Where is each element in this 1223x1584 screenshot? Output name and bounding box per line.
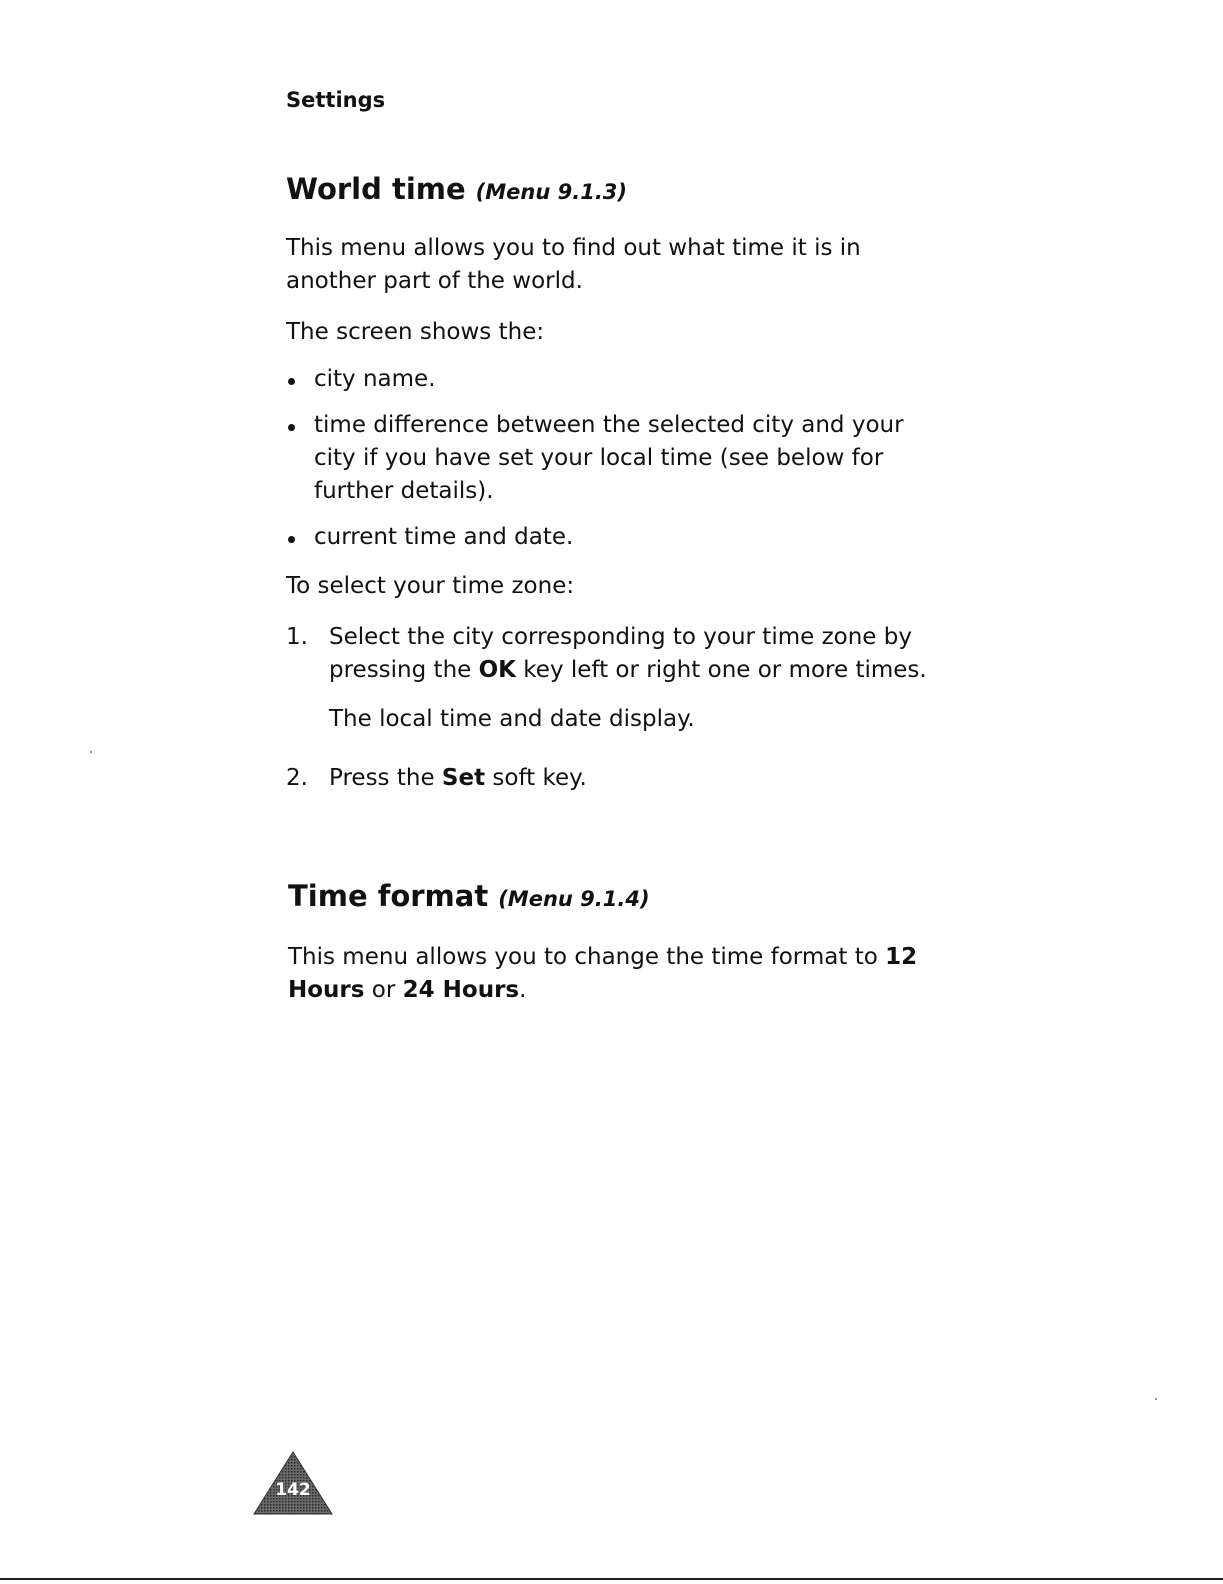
time-format-description: This menu allows you to change the time format to 12 Hours or 24 Hours. xyxy=(288,944,918,1003)
step-item: 1. Select the city corresponding to your time zone by pressing the OK key left or right one or more times. The local time and date display. xyxy=(286,621,946,736)
screen-contents-list xyxy=(286,363,906,567)
option-24-hours: 24 Hours xyxy=(402,977,520,1003)
menu-reference: (Menu 9.1.3) xyxy=(475,180,628,204)
list-item: time difference between the selected city and your city if you have set your local time (see below for further details). xyxy=(286,409,906,508)
world-time-intro: This menu allows you to find out what time it is in another part of the world. xyxy=(286,235,861,294)
step-item: 2. Press the Set soft key. xyxy=(286,762,946,795)
section-title: World time xyxy=(286,172,466,206)
list-item: city name. xyxy=(286,363,906,396)
bottom-edge-line xyxy=(0,1578,1223,1580)
bullet-icon xyxy=(288,424,295,431)
menu-reference: (Menu 9.1.4) xyxy=(498,887,650,911)
bullet-icon xyxy=(288,536,295,543)
bullet-icon xyxy=(288,378,295,385)
scan-speck xyxy=(90,751,92,753)
set-key-label: Set xyxy=(441,765,486,791)
step-number: 2. xyxy=(286,765,308,791)
time-zone-steps xyxy=(286,621,946,795)
section-heading-world-time xyxy=(286,172,627,206)
section-title: Time format xyxy=(288,879,489,913)
step-note: The local time and date display. xyxy=(329,706,695,732)
page-number: 142 xyxy=(275,1480,311,1500)
running-head: Settings xyxy=(286,88,386,112)
step-number: 1. xyxy=(286,624,308,650)
list-item: current time and date. xyxy=(286,521,906,554)
scan-speck xyxy=(1155,1398,1157,1400)
option-12-hours: 12 Hours xyxy=(288,944,918,1003)
ok-key-label: OK xyxy=(478,657,516,683)
select-time-zone-label: To select your time zone: xyxy=(286,573,575,599)
screen-shows-label: The screen shows the: xyxy=(286,319,545,345)
section-heading-time-format xyxy=(288,879,650,913)
